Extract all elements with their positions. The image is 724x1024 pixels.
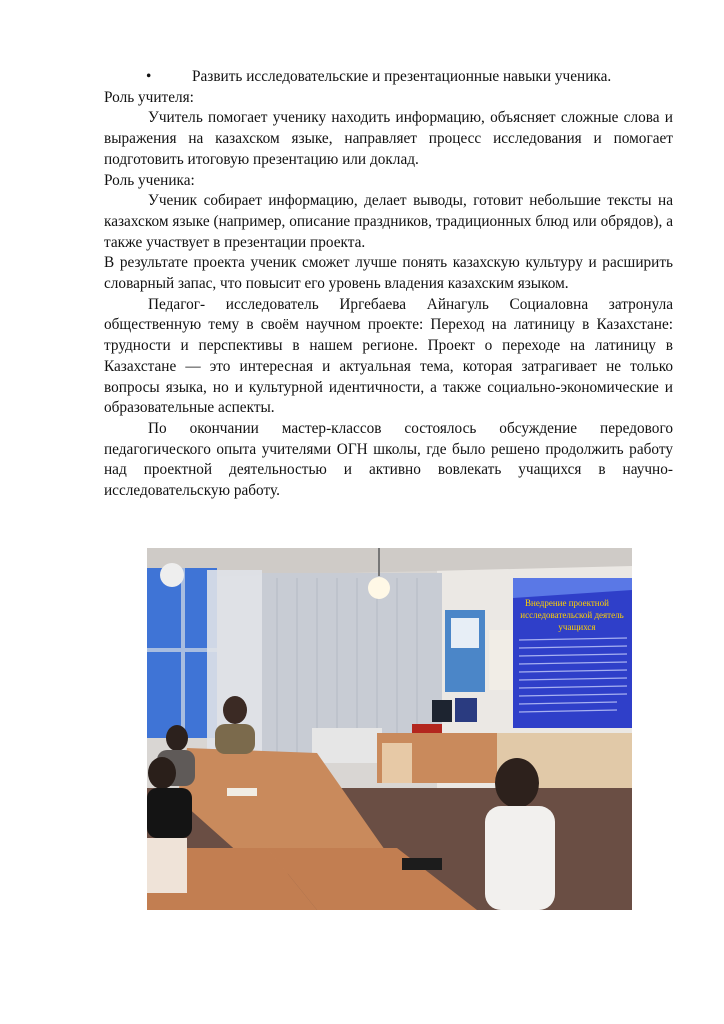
wall-board <box>489 630 517 690</box>
computer-monitor <box>432 700 452 722</box>
researcher-paragraph: Педагог- исследователь Иргебаева Айнагуль Социаловна затронула общественную тему в своём научном проекте: Переход на латиницу в Казахстане: трудности и перспективы в нашем регионе. Проект о переходе на латиницу в Казахстане — это интересная и актуальная тема, которая затрагивает не только вопросы языка, но и культурной идентичности, а также социально-экономические и образовательные аспекты. <box>104 295 673 417</box>
radiator <box>312 728 382 763</box>
classroom-photo-drawing <box>147 548 632 910</box>
phone-on-table <box>402 858 442 870</box>
bullet-mark: • <box>146 68 152 85</box>
conclusion-paragraph: По окончании мастер-классов состоялось обсуждение передового педагогического опыта учителями ОГН школы, где было решено продолжить работу над проектной деятельностью и активно вовлекать учащихся в научно-исследовательскую работу. <box>104 419 673 500</box>
bullet-item <box>104 67 673 88</box>
teacher-role-heading: Роль учителя: <box>104 88 194 106</box>
slide-title-3: учащихся <box>558 622 596 632</box>
person-4 <box>147 838 187 893</box>
bullet-text: Развить исследовательские и презентационные навыки ученика. <box>192 68 612 85</box>
document-text <box>104 67 673 502</box>
ceiling-lamp <box>368 577 390 599</box>
person-1 <box>215 724 255 754</box>
slide-title-1: Внедрение проектной <box>525 598 609 608</box>
teacher-role-paragraph: Учитель помогает ученику находить информацию, объясняет сложные слова и выражения на казахском языке, направляет процесс исследования и помогает подготовить итоговую презентацию или доклад. <box>104 109 673 168</box>
slide-title-2: исследовательской деятель <box>520 610 624 620</box>
person-3 <box>147 788 192 838</box>
student-foreground <box>485 806 555 910</box>
result-paragraph: В результате проекта ученик сможет лучше понять казахскую культуру и расширить словарный запас, что повысит его уровень владения казахским языком. <box>104 254 673 293</box>
student-role-paragraph: Ученик собирает информацию, делает выводы, готовит небольшие тексты на казахском языке (например, описание праздников, традиционных блюд или обрядов), а также участвует в презентации проекта. <box>104 192 673 251</box>
classroom-photo <box>147 548 632 910</box>
student-role-heading: Роль ученика: <box>104 171 195 189</box>
